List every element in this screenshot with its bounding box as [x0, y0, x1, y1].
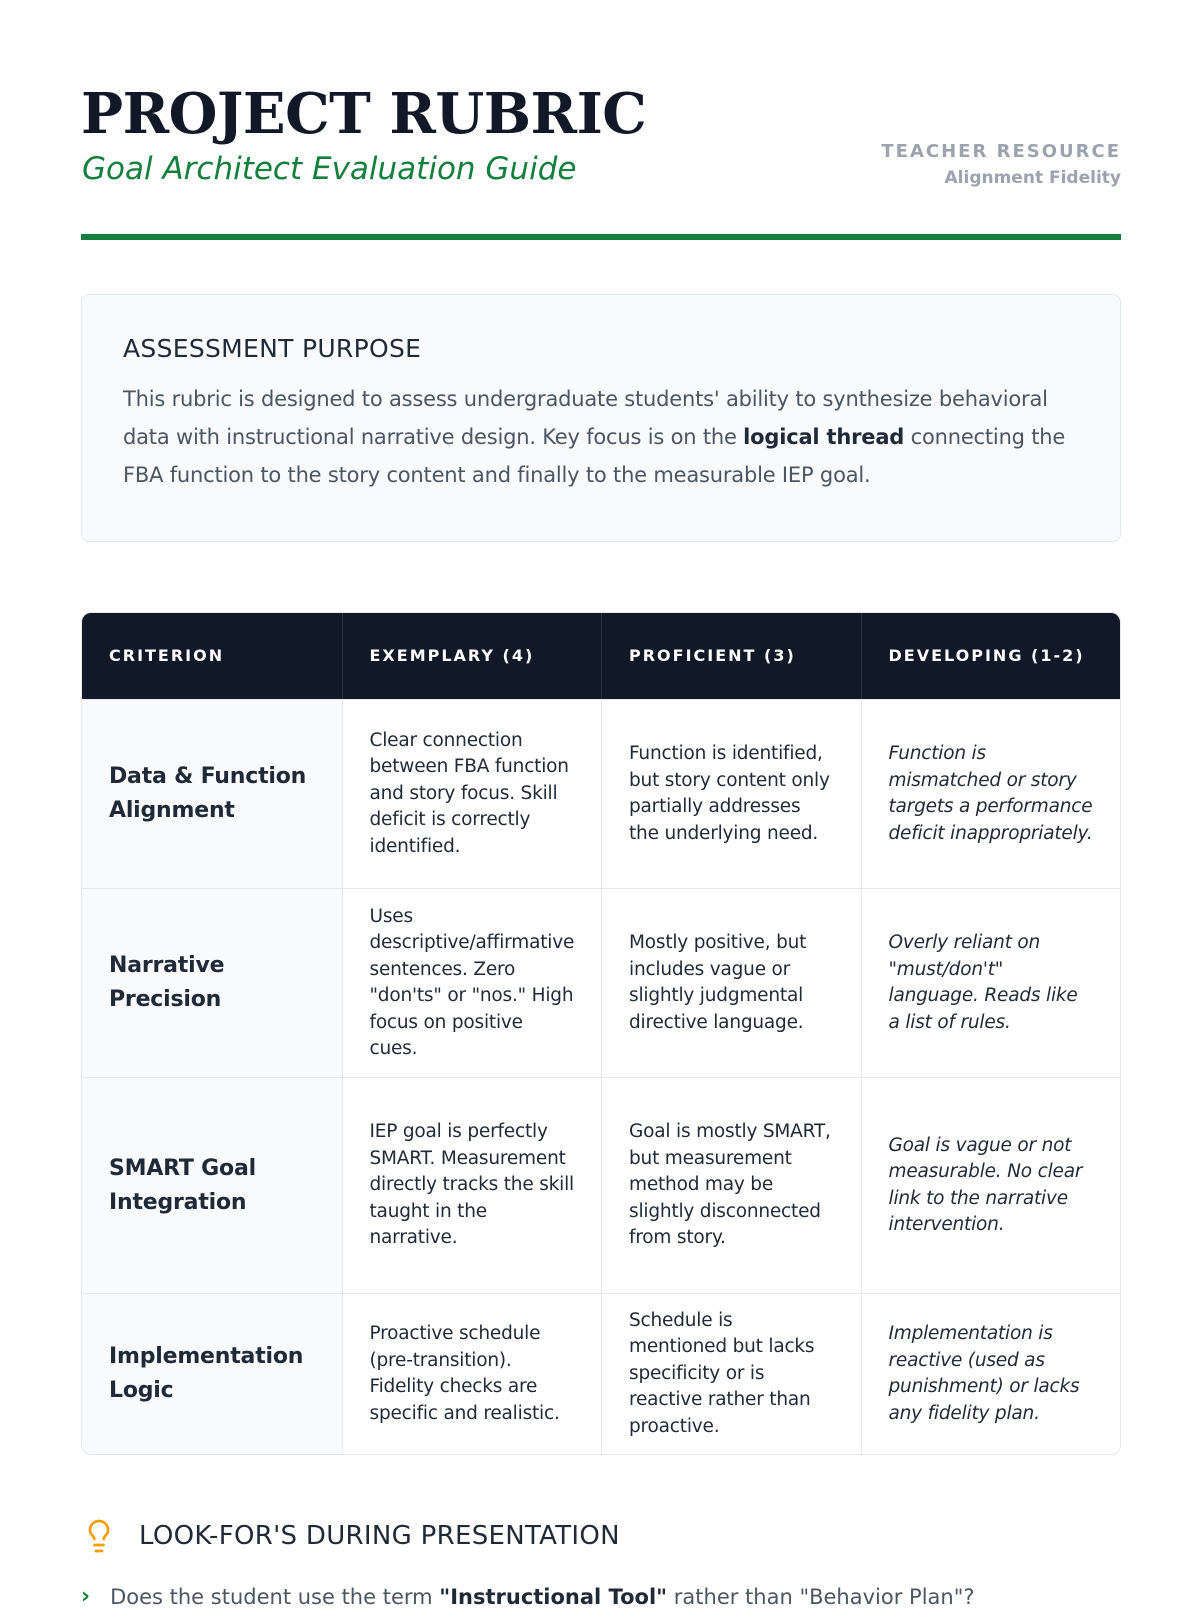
criterion-cell: Implementation Logic	[82, 1294, 342, 1454]
look-for-text	[110, 1585, 974, 1609]
resource-label: TEACHER RESOURCE	[881, 141, 1121, 162]
header-divider	[81, 234, 1121, 240]
proficient-cell: Schedule is mentioned but lacks specificity or is reactive rather than proactive.	[601, 1294, 861, 1454]
column-header-proficient: PROFICIENT (3)	[601, 613, 861, 699]
exemplary-cell: Proactive schedule (pre-transition). Fidelity checks are specific and realistic.	[342, 1294, 602, 1454]
criterion-cell: Narrative Precision	[82, 889, 342, 1077]
table-header-row	[82, 613, 1120, 699]
table-row	[82, 888, 1120, 1077]
exemplary-cell: IEP goal is perfectly SMART. Measurement directly tracks the skill taught in the narrative.	[342, 1078, 602, 1293]
look-fors-section	[81, 1516, 1121, 1609]
exemplary-cell: Uses descriptive/affirmative sentences. Zero "don'ts" or "nos." High focus on positive cues.	[342, 889, 602, 1077]
criterion-cell: SMART Goal Integration	[82, 1078, 342, 1293]
proficient-cell: Mostly positive, but includes vague or slightly judgmental directive language.	[601, 889, 861, 1077]
purpose-heading: ASSESSMENT PURPOSE	[123, 334, 422, 363]
look-for-text-end: rather than "Behavior Plan"?	[667, 1584, 975, 1609]
page-title: PROJECT RUBRIC	[81, 81, 647, 147]
lightbulb-icon	[81, 1516, 117, 1556]
developing-cell: Function is mismatched or story targets a performance deficit inappropriately.	[861, 700, 1121, 888]
purpose-text	[123, 380, 1080, 494]
developing-cell: Overly reliant on "must/don't" language. Reads like a list of rules.	[861, 889, 1121, 1077]
look-fors-header	[81, 1516, 1121, 1556]
assessment-purpose-panel	[81, 294, 1121, 542]
page-header	[81, 78, 1121, 238]
criterion-cell: Data & Function Alignment	[82, 700, 342, 888]
developing-cell: Implementation is reactive (used as punishment) or lacks any fidelity plan.	[861, 1294, 1121, 1454]
table-row	[82, 699, 1120, 888]
table-row	[82, 1077, 1120, 1293]
page-subtitle: Goal Architect Evaluation Guide	[82, 151, 577, 187]
look-for-item	[81, 1584, 975, 1609]
purpose-text-end: connecting the FBA function to the story content and finally to the measurable IEP goal.	[123, 425, 1066, 487]
proficient-cell: Function is identified, but story content only partially addresses the underlying need.	[601, 700, 861, 888]
look-for-text-start: Does the student use the term	[110, 1584, 440, 1609]
purpose-text-start: This rubric is designed to assess undergraduate students' ability to synthesize behavioral data with instructional narrative design. Key focus is on the	[123, 387, 1048, 449]
column-header-criterion: CRITERION	[109, 645, 225, 665]
table-row	[82, 1293, 1120, 1454]
look-fors-heading: LOOK-FOR'S DURING PRESENTATION	[139, 1521, 620, 1551]
look-for-term: "Instructional Tool"	[439, 1584, 668, 1609]
exemplary-cell: Clear connection between FBA function and story focus. Skill deficit is correctly identified.	[342, 700, 602, 888]
purpose-text-emphasis: logical thread	[743, 425, 905, 449]
column-header-developing: DEVELOPING (1-2)	[861, 613, 1121, 699]
proficient-cell: Goal is mostly SMART, but measurement method may be slightly disconnected from story.	[601, 1078, 861, 1293]
resource-sublabel: Alignment Fidelity	[944, 168, 1121, 188]
column-header-exemplary: EXEMPLARY (4)	[342, 613, 602, 699]
developing-cell: Goal is vague or not measurable. No clear link to the narrative intervention.	[861, 1078, 1121, 1293]
header-meta	[881, 140, 1121, 189]
chevron-right-icon: ›	[81, 1584, 91, 1609]
rubric-table	[81, 612, 1121, 1455]
